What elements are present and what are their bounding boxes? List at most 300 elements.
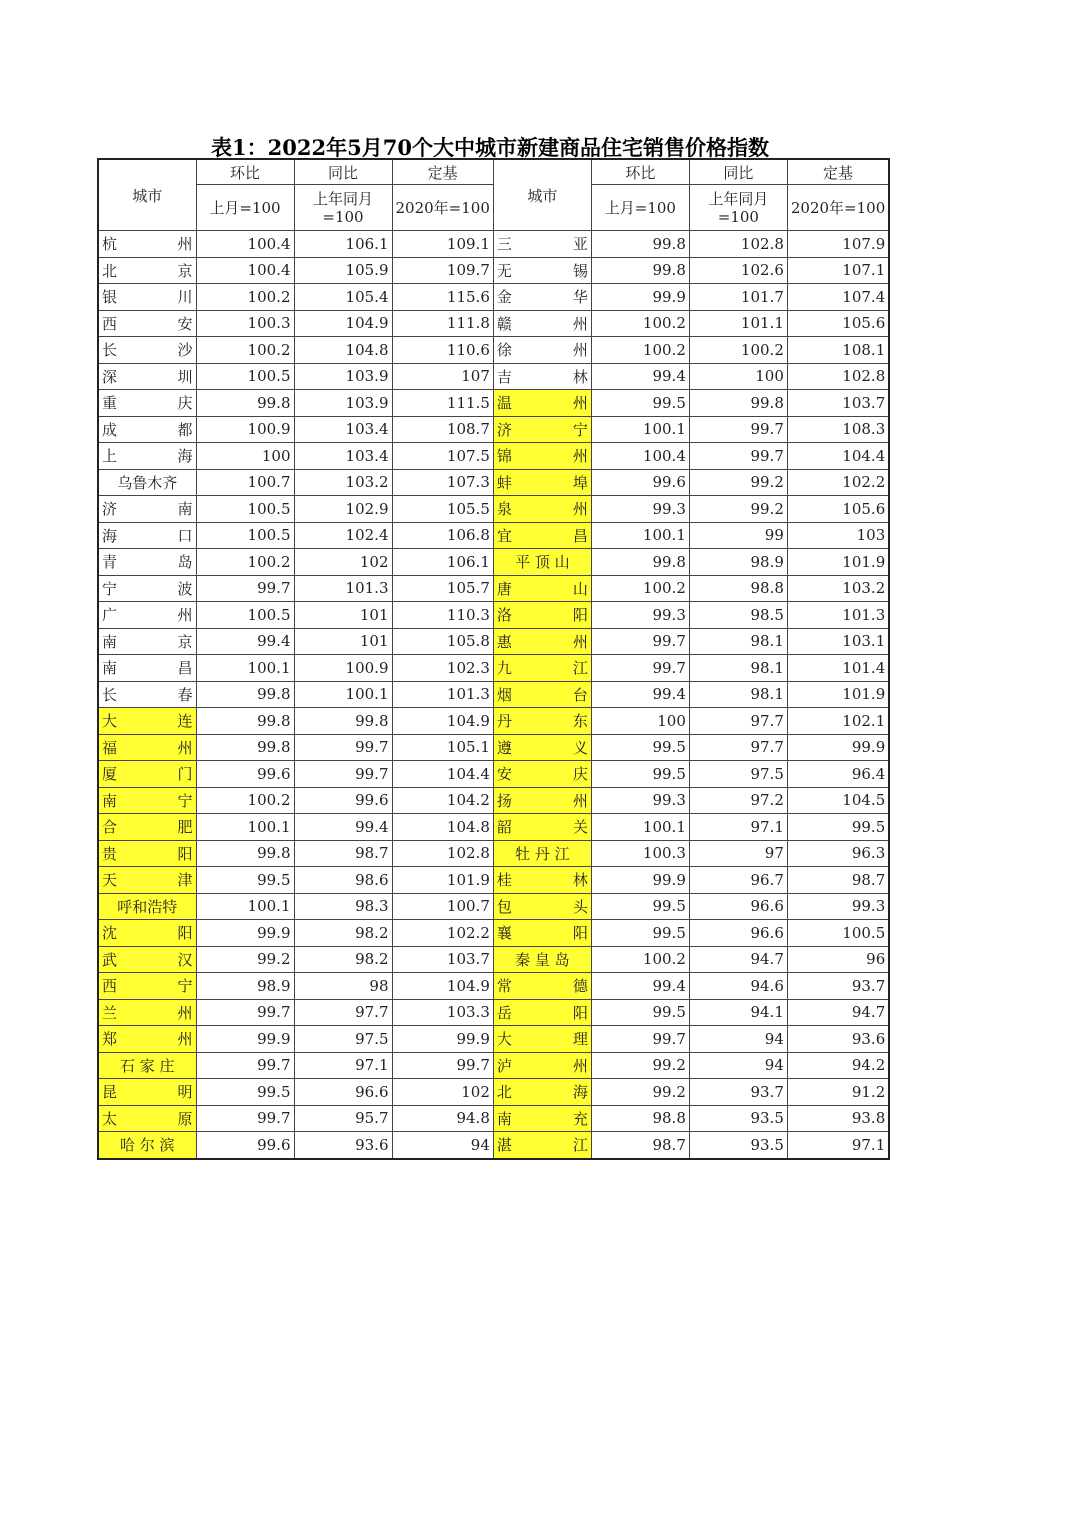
mom-value-right: 100.1 (591, 814, 689, 841)
yoy-value-right: 97.7 (689, 734, 787, 761)
fixed-value-right: 108.1 (787, 337, 889, 364)
yoy-value-left: 97.1 (294, 1052, 392, 1079)
yoy-value-left: 105.4 (294, 284, 392, 311)
fixed-value-left: 115.6 (392, 284, 493, 311)
fixed-value-left: 104.9 (392, 973, 493, 1000)
fixed-value-left: 103.7 (392, 946, 493, 973)
mom-value-right: 100.2 (591, 310, 689, 337)
fixed-value-right: 102.1 (787, 708, 889, 735)
yoy-value-left: 99.7 (294, 761, 392, 788)
mom-value-right: 99.5 (591, 893, 689, 920)
city-name-left: 海 口 (98, 522, 196, 549)
city-name-right: 襄 阳 (493, 920, 591, 947)
city-name-left: 长 沙 (98, 337, 196, 364)
mom-value-left: 100 (196, 443, 294, 470)
fixed-value-right: 105.6 (787, 496, 889, 523)
table-row (98, 602, 889, 629)
city-name-left: 哈 尔 滨 (98, 1132, 196, 1159)
yoy-value-right: 100 (689, 363, 787, 390)
fixed-value-right: 103 (787, 522, 889, 549)
header-yoy-base-line2: =100 (322, 207, 364, 226)
yoy-value-left: 103.2 (294, 469, 392, 496)
fixed-value-right: 96.3 (787, 840, 889, 867)
yoy-value-left: 101 (294, 628, 392, 655)
yoy-value-right: 93.5 (689, 1132, 787, 1159)
header-yoy-base-line2: =100 (717, 207, 759, 226)
fixed-value-left: 102.3 (392, 655, 493, 682)
mom-value-right: 98.8 (591, 1105, 689, 1132)
yoy-value-left: 102 (294, 549, 392, 576)
city-name-left: 成 都 (98, 416, 196, 443)
fixed-value-left: 105.8 (392, 628, 493, 655)
city-name-left: 福 州 (98, 734, 196, 761)
yoy-value-right: 96.7 (689, 867, 787, 894)
mom-value-right: 99.8 (591, 231, 689, 258)
mom-value-right: 99.7 (591, 628, 689, 655)
city-name-left: 乌鲁木齐 (98, 469, 196, 496)
yoy-value-left: 103.4 (294, 416, 392, 443)
yoy-value-left: 100.9 (294, 655, 392, 682)
mom-value-right: 99.5 (591, 734, 689, 761)
mom-value-left: 99.4 (196, 628, 294, 655)
mom-value-left: 100.9 (196, 416, 294, 443)
fixed-value-right: 91.2 (787, 1079, 889, 1106)
yoy-value-right: 94.7 (689, 946, 787, 973)
yoy-value-right: 98.8 (689, 575, 787, 602)
city-name-right: 大 理 (493, 1026, 591, 1053)
fixed-value-right: 94.7 (787, 999, 889, 1026)
mom-value-left: 100.5 (196, 496, 294, 523)
fixed-value-left: 105.7 (392, 575, 493, 602)
city-name-right: 泉 州 (493, 496, 591, 523)
header-yoy-left: 同比 (294, 159, 392, 185)
header-fixed-left: 定基 (392, 159, 493, 185)
yoy-value-left: 102.9 (294, 496, 392, 523)
city-name-left: 石 家 庄 (98, 1052, 196, 1079)
mom-value-left: 99.8 (196, 734, 294, 761)
table-row (98, 920, 889, 947)
fixed-value-right: 99.5 (787, 814, 889, 841)
mom-value-left: 100.5 (196, 363, 294, 390)
city-name-right: 韶 关 (493, 814, 591, 841)
fixed-value-left: 104.4 (392, 761, 493, 788)
yoy-value-left: 99.6 (294, 787, 392, 814)
yoy-value-left: 98.6 (294, 867, 392, 894)
table-row (98, 973, 889, 1000)
yoy-value-right: 97.5 (689, 761, 787, 788)
mom-value-right: 100.2 (591, 337, 689, 364)
yoy-value-right: 99.2 (689, 469, 787, 496)
yoy-value-left: 93.6 (294, 1132, 392, 1159)
mom-value-left: 100.1 (196, 814, 294, 841)
yoy-value-left: 105.9 (294, 257, 392, 284)
city-name-left: 宁 波 (98, 575, 196, 602)
mom-value-right: 99.9 (591, 284, 689, 311)
city-name-left: 沈 阳 (98, 920, 196, 947)
header-mom-base-right: 上月=100 (591, 185, 689, 231)
mom-value-left: 100.7 (196, 469, 294, 496)
table-row (98, 655, 889, 682)
mom-value-left: 100.5 (196, 602, 294, 629)
fixed-value-left: 111.8 (392, 310, 493, 337)
city-name-left: 济 南 (98, 496, 196, 523)
city-name-left: 南 宁 (98, 787, 196, 814)
city-name-right: 金 华 (493, 284, 591, 311)
mom-value-left: 100.1 (196, 655, 294, 682)
city-name-left: 太 原 (98, 1105, 196, 1132)
city-name-right: 岳 阳 (493, 999, 591, 1026)
mom-value-right: 99.3 (591, 787, 689, 814)
fixed-value-right: 96 (787, 946, 889, 973)
table-row (98, 1026, 889, 1053)
fixed-value-right: 94.2 (787, 1052, 889, 1079)
fixed-value-left: 106.1 (392, 549, 493, 576)
mom-value-right: 99.8 (591, 549, 689, 576)
mom-value-left: 99.7 (196, 999, 294, 1026)
mom-value-left: 99.7 (196, 1052, 294, 1079)
mom-value-left: 99.5 (196, 867, 294, 894)
yoy-value-left: 102.4 (294, 522, 392, 549)
yoy-value-left: 98.3 (294, 893, 392, 920)
table-row (98, 416, 889, 443)
header-row-1 (98, 159, 889, 185)
fixed-value-left: 107.5 (392, 443, 493, 470)
yoy-value-left: 106.1 (294, 231, 392, 258)
yoy-value-left: 104.8 (294, 337, 392, 364)
fixed-value-left: 105.1 (392, 734, 493, 761)
city-name-right: 湛 江 (493, 1132, 591, 1159)
city-name-right: 唐 山 (493, 575, 591, 602)
mom-value-left: 100.4 (196, 257, 294, 284)
city-name-left: 兰 州 (98, 999, 196, 1026)
city-name-right: 常 德 (493, 973, 591, 1000)
yoy-value-right: 93.5 (689, 1105, 787, 1132)
table-body (98, 231, 889, 1159)
table-row (98, 681, 889, 708)
yoy-value-left: 98.2 (294, 920, 392, 947)
city-name-left: 西 安 (98, 310, 196, 337)
table-row (98, 469, 889, 496)
fixed-value-left: 107.3 (392, 469, 493, 496)
city-name-right: 北 海 (493, 1079, 591, 1106)
yoy-value-right: 97.2 (689, 787, 787, 814)
table-row (98, 628, 889, 655)
city-name-right: 扬 州 (493, 787, 591, 814)
fixed-value-right: 93.8 (787, 1105, 889, 1132)
table-row (98, 390, 889, 417)
table-row (98, 1052, 889, 1079)
fixed-value-right: 102.2 (787, 469, 889, 496)
city-name-left: 深 圳 (98, 363, 196, 390)
fixed-value-right: 105.6 (787, 310, 889, 337)
yoy-value-left: 101.3 (294, 575, 392, 602)
yoy-value-left: 98.2 (294, 946, 392, 973)
mom-value-right: 99.6 (591, 469, 689, 496)
yoy-value-left: 100.1 (294, 681, 392, 708)
mom-value-right: 99.4 (591, 973, 689, 1000)
mom-value-right: 99.9 (591, 867, 689, 894)
table-row (98, 549, 889, 576)
yoy-value-right: 97 (689, 840, 787, 867)
mom-value-left: 99.8 (196, 390, 294, 417)
yoy-value-left: 96.6 (294, 1079, 392, 1106)
yoy-value-right: 97.1 (689, 814, 787, 841)
city-name-left: 南 昌 (98, 655, 196, 682)
fixed-value-left: 94 (392, 1132, 493, 1159)
yoy-value-right: 96.6 (689, 893, 787, 920)
yoy-value-right: 99 (689, 522, 787, 549)
city-name-right: 秦 皇 岛 (493, 946, 591, 973)
city-name-left: 呼和浩特 (98, 893, 196, 920)
city-name-left: 南 京 (98, 628, 196, 655)
yoy-value-right: 94.1 (689, 999, 787, 1026)
table-row (98, 496, 889, 523)
yoy-value-right: 94 (689, 1026, 787, 1053)
price-index-table (97, 158, 890, 1160)
city-name-right: 平 顶 山 (493, 549, 591, 576)
yoy-value-left: 95.7 (294, 1105, 392, 1132)
city-name-right: 锦 州 (493, 443, 591, 470)
city-name-right: 牡 丹 江 (493, 840, 591, 867)
mom-value-left: 99.5 (196, 1079, 294, 1106)
header-mom-base-left: 上月=100 (196, 185, 294, 231)
city-name-left: 天 津 (98, 867, 196, 894)
yoy-value-right: 96.6 (689, 920, 787, 947)
mom-value-right: 100.1 (591, 522, 689, 549)
yoy-value-right: 101.7 (689, 284, 787, 311)
header-yoy-base-line1: 上年同月 (312, 189, 373, 208)
yoy-value-right: 94 (689, 1052, 787, 1079)
mom-value-left: 100.2 (196, 549, 294, 576)
city-name-right: 包 头 (493, 893, 591, 920)
table-row (98, 310, 889, 337)
city-name-left: 重 庆 (98, 390, 196, 417)
fixed-value-left: 107 (392, 363, 493, 390)
yoy-value-left: 97.5 (294, 1026, 392, 1053)
fixed-value-left: 100.7 (392, 893, 493, 920)
yoy-value-left: 101 (294, 602, 392, 629)
table-row (98, 522, 889, 549)
fixed-value-right: 96.4 (787, 761, 889, 788)
fixed-value-left: 102.8 (392, 840, 493, 867)
header-yoy-right: 同比 (689, 159, 787, 185)
yoy-value-right: 98.1 (689, 681, 787, 708)
fixed-value-left: 106.8 (392, 522, 493, 549)
mom-value-right: 99.3 (591, 602, 689, 629)
yoy-value-right: 98.9 (689, 549, 787, 576)
fixed-value-left: 104.9 (392, 708, 493, 735)
table-row (98, 231, 889, 258)
city-name-right: 丹 东 (493, 708, 591, 735)
city-name-right: 南 充 (493, 1105, 591, 1132)
fixed-value-right: 104.4 (787, 443, 889, 470)
city-name-right: 济 宁 (493, 416, 591, 443)
fixed-value-left: 99.9 (392, 1026, 493, 1053)
fixed-value-right: 103.2 (787, 575, 889, 602)
mom-value-left: 99.8 (196, 840, 294, 867)
fixed-value-right: 107.1 (787, 257, 889, 284)
yoy-value-right: 101.1 (689, 310, 787, 337)
header-yoy-base-line1: 上年同月 (708, 189, 769, 208)
fixed-value-left: 110.3 (392, 602, 493, 629)
fixed-value-right: 93.6 (787, 1026, 889, 1053)
fixed-value-right: 98.7 (787, 867, 889, 894)
yoy-value-left: 98 (294, 973, 392, 1000)
yoy-value-left: 104.9 (294, 310, 392, 337)
city-name-right: 桂 林 (493, 867, 591, 894)
yoy-value-right: 97.7 (689, 708, 787, 735)
yoy-value-right: 98.1 (689, 628, 787, 655)
city-name-left: 武 汉 (98, 946, 196, 973)
city-name-right: 惠 州 (493, 628, 591, 655)
mom-value-right: 99.8 (591, 257, 689, 284)
city-name-left: 银 川 (98, 284, 196, 311)
city-name-left: 青 岛 (98, 549, 196, 576)
table-row (98, 443, 889, 470)
city-name-right: 温 州 (493, 390, 591, 417)
yoy-value-left: 99.8 (294, 708, 392, 735)
yoy-value-right: 99.2 (689, 496, 787, 523)
mom-value-left: 100.5 (196, 522, 294, 549)
table-row (98, 708, 889, 735)
table-row (98, 814, 889, 841)
table-row (98, 893, 889, 920)
mom-value-right: 100.2 (591, 946, 689, 973)
fixed-value-left: 109.1 (392, 231, 493, 258)
city-name-left: 西 宁 (98, 973, 196, 1000)
fixed-value-left: 101.3 (392, 681, 493, 708)
fixed-value-right: 101.3 (787, 602, 889, 629)
city-name-left: 昆 明 (98, 1079, 196, 1106)
city-name-right: 赣 州 (493, 310, 591, 337)
table-row (98, 840, 889, 867)
mom-value-left: 99.9 (196, 1026, 294, 1053)
city-name-right: 无 锡 (493, 257, 591, 284)
yoy-value-left: 98.7 (294, 840, 392, 867)
table-row (98, 337, 889, 364)
header-city-left: 城市 (98, 159, 196, 231)
yoy-value-right: 99.7 (689, 443, 787, 470)
header-fixed-base-left: 2020年=100 (392, 185, 493, 231)
header-mom-right: 环比 (591, 159, 689, 185)
fixed-value-left: 103.3 (392, 999, 493, 1026)
mom-value-right: 100.4 (591, 443, 689, 470)
header-mom-left: 环比 (196, 159, 294, 185)
city-name-left: 杭 州 (98, 231, 196, 258)
table-row (98, 761, 889, 788)
table-row (98, 787, 889, 814)
mom-value-right: 99.7 (591, 655, 689, 682)
fixed-value-right: 97.1 (787, 1132, 889, 1159)
mom-value-left: 99.7 (196, 1105, 294, 1132)
city-name-left: 合 肥 (98, 814, 196, 841)
table-row (98, 946, 889, 973)
fixed-value-left: 109.7 (392, 257, 493, 284)
mom-value-left: 98.9 (196, 973, 294, 1000)
table-row (98, 1079, 889, 1106)
table-row (98, 284, 889, 311)
mom-value-right: 99.5 (591, 920, 689, 947)
mom-value-right: 99.5 (591, 390, 689, 417)
mom-value-left: 99.6 (196, 761, 294, 788)
mom-value-right: 99.5 (591, 761, 689, 788)
city-name-right: 徐 州 (493, 337, 591, 364)
mom-value-left: 99.6 (196, 1132, 294, 1159)
city-name-right: 宜 昌 (493, 522, 591, 549)
city-name-left: 广 州 (98, 602, 196, 629)
city-name-right: 泸 州 (493, 1052, 591, 1079)
mom-value-right: 99.4 (591, 363, 689, 390)
city-name-right: 吉 林 (493, 363, 591, 390)
yoy-value-right: 102.6 (689, 257, 787, 284)
yoy-value-left: 97.7 (294, 999, 392, 1026)
fixed-value-left: 94.8 (392, 1105, 493, 1132)
table-row (98, 575, 889, 602)
city-name-right: 洛 阳 (493, 602, 591, 629)
mom-value-left: 100.4 (196, 231, 294, 258)
yoy-value-left: 103.9 (294, 390, 392, 417)
fixed-value-right: 102.8 (787, 363, 889, 390)
mom-value-right: 99.7 (591, 1026, 689, 1053)
mom-value-left: 100.2 (196, 337, 294, 364)
yoy-value-right: 99.7 (689, 416, 787, 443)
fixed-value-right: 101.4 (787, 655, 889, 682)
table-title: 表1：2022年5月70个大中城市新建商品住宅销售价格指数 (211, 135, 769, 160)
mom-value-right: 100.1 (591, 416, 689, 443)
yoy-value-right: 94.6 (689, 973, 787, 1000)
fixed-value-left: 105.5 (392, 496, 493, 523)
mom-value-left: 99.8 (196, 708, 294, 735)
table-row (98, 999, 889, 1026)
city-name-left: 贵 阳 (98, 840, 196, 867)
mom-value-right: 98.7 (591, 1132, 689, 1159)
city-name-right: 蚌 埠 (493, 469, 591, 496)
yoy-value-left: 103.9 (294, 363, 392, 390)
city-name-right: 烟 台 (493, 681, 591, 708)
mom-value-right: 100 (591, 708, 689, 735)
mom-value-left: 100.2 (196, 284, 294, 311)
header-fixed-base-right: 2020年=100 (787, 185, 889, 231)
mom-value-right: 100.2 (591, 575, 689, 602)
mom-value-right: 99.2 (591, 1052, 689, 1079)
mom-value-left: 99.9 (196, 920, 294, 947)
table-row (98, 1132, 889, 1159)
header-yoy-base-left (294, 185, 392, 231)
yoy-value-right: 100.2 (689, 337, 787, 364)
mom-value-right: 99.3 (591, 496, 689, 523)
table-row (98, 734, 889, 761)
fixed-value-right: 101.9 (787, 681, 889, 708)
mom-value-right: 99.4 (591, 681, 689, 708)
fixed-value-right: 103.1 (787, 628, 889, 655)
yoy-value-right: 102.8 (689, 231, 787, 258)
city-name-left: 郑 州 (98, 1026, 196, 1053)
fixed-value-right: 99.9 (787, 734, 889, 761)
mom-value-right: 100.3 (591, 840, 689, 867)
city-name-left: 厦 门 (98, 761, 196, 788)
yoy-value-right: 99.8 (689, 390, 787, 417)
fixed-value-right: 103.7 (787, 390, 889, 417)
fixed-value-right: 104.5 (787, 787, 889, 814)
fixed-value-right: 100.5 (787, 920, 889, 947)
fixed-value-left: 102 (392, 1079, 493, 1106)
city-name-left: 大 连 (98, 708, 196, 735)
mom-value-left: 100.2 (196, 787, 294, 814)
mom-value-left: 100.1 (196, 893, 294, 920)
fixed-value-left: 99.7 (392, 1052, 493, 1079)
fixed-value-right: 108.3 (787, 416, 889, 443)
city-name-right: 遵 义 (493, 734, 591, 761)
